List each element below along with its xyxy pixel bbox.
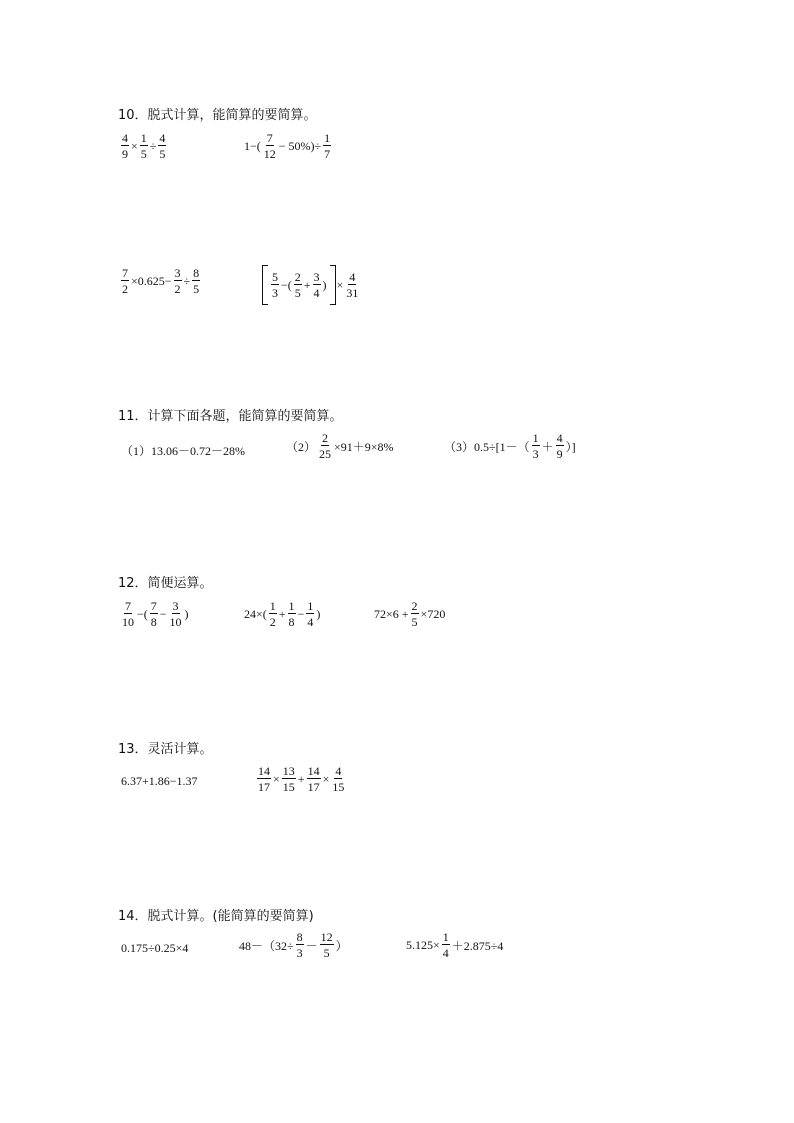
fraction: $\frac{7}{8}$ xyxy=(150,599,157,629)
q14-expression-2: 48－（32÷ $\frac{8}{3}$ － $\frac{12}{5}$ ） xyxy=(239,930,348,960)
fraction: $\frac{1}{2}$ xyxy=(269,599,276,629)
left-bracket xyxy=(262,265,268,305)
fraction: $\frac{4}{5}$ xyxy=(159,131,166,161)
fraction: $\frac{2}{5}$ xyxy=(294,270,301,300)
fraction: $\frac{1}{4}$ xyxy=(307,599,314,629)
q14-expression-3: 5.125× $\frac{1}{4}$ ＋2.875÷4 xyxy=(406,930,504,960)
q11-expression-2: （2） $\frac{2}{25}$ ×91＋9×8% xyxy=(286,431,394,461)
fraction: $\frac{8}{5}$ xyxy=(193,266,200,296)
fraction: $\frac{1}{3}$ xyxy=(532,431,539,461)
question-10-title: 10．脱式计算，能简算的要简算。 xyxy=(118,108,317,123)
q11-expression-1: （1）13.06－0.72－28% xyxy=(121,444,245,458)
fraction: $\frac{8}{3}$ xyxy=(296,930,303,960)
fraction: $\frac{2}{5}$ xyxy=(411,599,418,629)
q10-expression-4: $\frac{5}{3}$ −( $\frac{2}{5}$ + $\frac{3}{4}$ ) × $\frac{4}{31}$ xyxy=(262,265,360,305)
fraction: $\frac{3}{4}$ xyxy=(313,270,320,300)
q10-expression-1: $\frac{4}{9}$ × $\frac{1}{5}$ ÷ $\frac{4}{5}$ xyxy=(122,131,166,161)
q13-expression-2: $\frac{14}{17}$ × $\frac{13}{15}$ + $\frac{14}{17}$ × $\frac{4}{15}$ xyxy=(258,764,345,794)
fraction: $\frac{4}{31}$ xyxy=(346,270,359,300)
question-11-title: 11．计算下面各题，能简算的要简算。 xyxy=(118,409,343,424)
fraction: $\frac{1}{4}$ xyxy=(442,930,449,960)
q12-expression-3: 72×6 + $\frac{2}{5}$ ×720 xyxy=(374,599,446,629)
fraction: $\frac{4}{9}$ xyxy=(556,431,563,461)
q11-expression-3: （3）0.5÷[1－（ $\frac{1}{3}$ ＋ $\frac{4}{9}$ ）] xyxy=(444,431,576,461)
fraction: $\frac{4}{15}$ xyxy=(332,764,345,794)
fraction: $\frac{7}{12}$ xyxy=(263,131,276,161)
fraction: $\frac{1}{5}$ xyxy=(140,131,147,161)
question-14-title: 14．脱式计算。(能简算的要简算) xyxy=(118,909,314,924)
fraction: $\frac{1}{7}$ xyxy=(324,131,331,161)
fraction: $\frac{14}{17}$ xyxy=(307,764,320,794)
question-13-title: 13．灵活计算。 xyxy=(118,742,213,757)
q10-expression-3: $\frac{7}{2}$ ×0.625− $\frac{3}{2}$ ÷ $\frac{8}{5}$ xyxy=(122,266,200,296)
fraction: $\frac{7}{10}$ xyxy=(122,599,134,629)
q13-expression-1: 6.37+1.86−1.37 xyxy=(121,774,198,788)
fraction: $\frac{3}{2}$ xyxy=(174,266,181,296)
q10-expression-2: 1−( $\frac{7}{12}$ − 50%)÷ $\frac{1}{7}$ xyxy=(244,131,331,161)
fraction: $\frac{5}{3}$ xyxy=(272,270,278,300)
question-12-title: 12．简便运算。 xyxy=(118,576,213,591)
q12-expression-2: 24×( $\frac{1}{2}$ + $\frac{1}{8}$ − $\frac{1}{4}$ ) xyxy=(244,599,321,629)
fraction: $\frac{12}{5}$ xyxy=(320,930,333,960)
q12-expression-1: $\frac{7}{10}$ −( $\frac{7}{8}$ − $\frac{3}{10}$ ) xyxy=(122,599,189,629)
fraction: $\frac{14}{17}$ xyxy=(258,764,270,794)
fraction: $\frac{13}{15}$ xyxy=(282,764,295,794)
q14-expression-1: 0.175÷0.25×4 xyxy=(121,941,189,955)
fraction: $\frac{4}{9}$ xyxy=(122,131,128,161)
fraction: $\frac{1}{8}$ xyxy=(288,599,295,629)
fraction: $\frac{2}{25}$ xyxy=(319,431,332,461)
fraction: $\frac{7}{2}$ xyxy=(122,266,128,296)
fraction: $\frac{3}{10}$ xyxy=(169,599,182,629)
